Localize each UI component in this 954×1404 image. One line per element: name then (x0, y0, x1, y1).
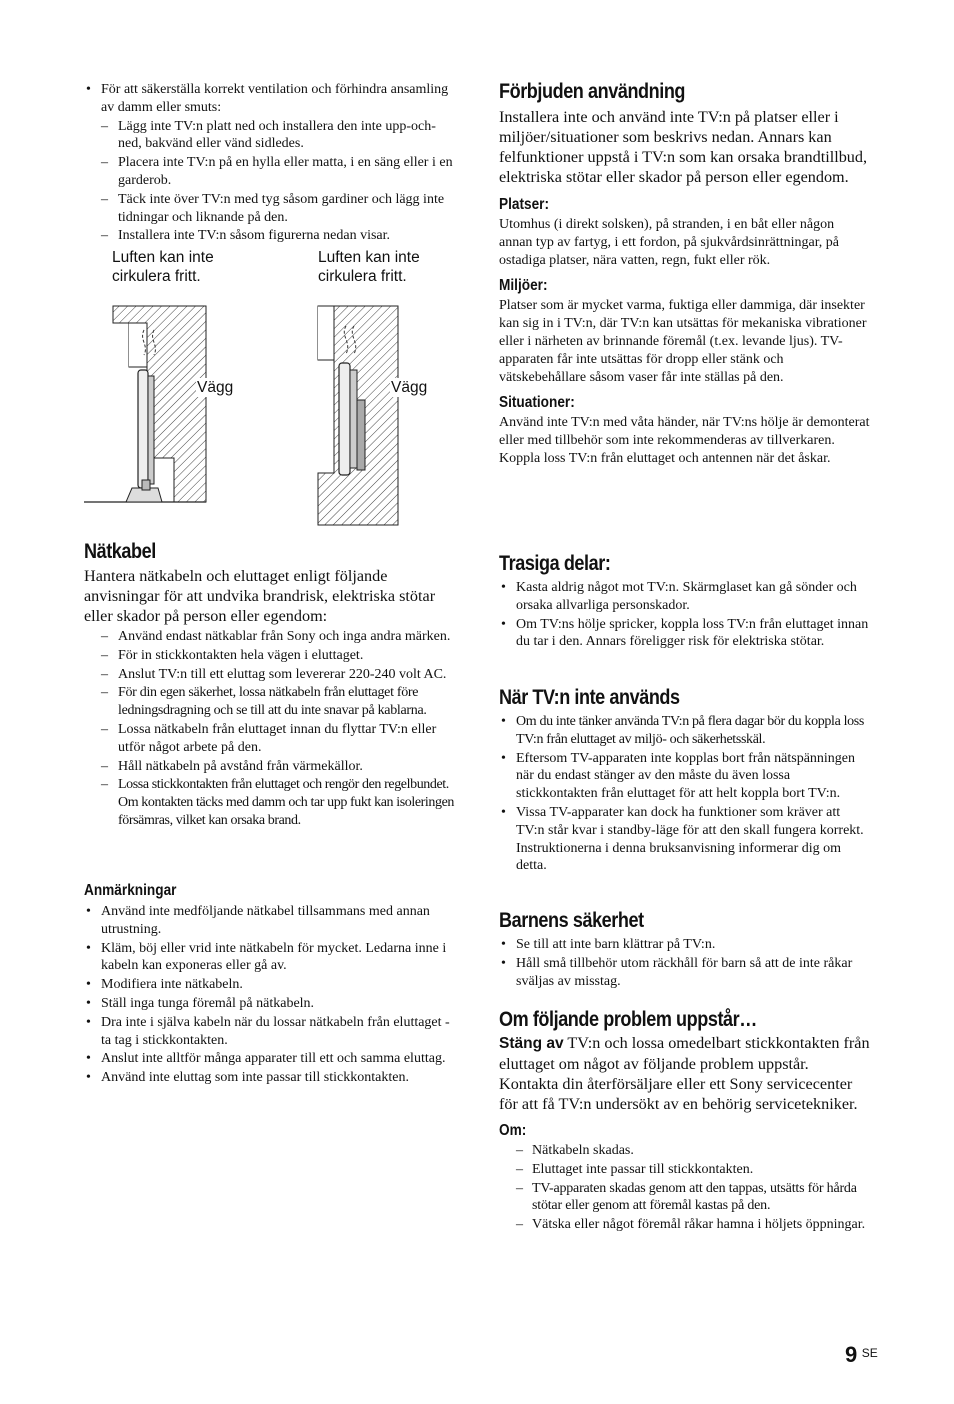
natkabel-dash-4: – För din egen säkerhet, lossa nätkabeln från eluttaget före ledningsdragning och se till att du inte snavar på kablarna. (84, 684, 456, 720)
problem-heading: Om följande problem uppstår… (499, 1008, 757, 1031)
problem-kontakta: Kontakta din återförsäljare eller ett Sony servicecenter för att få TV:n undersökt av en behörig servicetekniker. (499, 1075, 858, 1113)
natkabel-dash-5: – Lossa nätkabeln från eluttaget innan du flyttar TV:n eller utför något arbete på den. (84, 721, 456, 757)
om-heading: Om: (499, 1122, 527, 1139)
wall-label-1: Vägg (197, 379, 234, 396)
nar-tv-bullet-2: • Eftersom TV-apparaten inte kopplas bort från nätspänningen när du endast stänger av den måste du även lossa stickkontakten från eluttaget för att helt koppla bort TV:n. (499, 750, 871, 803)
trasiga-bullet-1: • Kasta aldrig något mot TV:n. Skärmglaset kan gå sönder och orsaka allvarliga personskador. (499, 579, 871, 615)
platser-text: Utomhus (i direkt solsken), på stranden, i en båt eller någon annan typ av fartyg, i ett fordon, på sjukvårdsinrättningar, på ostadiga platser, nära vatten, regn, fukt eller rök. (499, 217, 840, 268)
figure-wall-mount-scene (318, 306, 398, 525)
anmarkning-2: • Kläm, böj eller vrid inte nätkabeln för mycket. Ledarna inne i kabeln kan exponeras eller gå av. (84, 940, 456, 976)
barnens-heading: Barnens säkerhet (499, 909, 644, 932)
om-dash-3: – TV-apparaten skadas genom att den tappas, utsätts för hårda stötar eller genom att föremål kastas på den. (499, 1180, 871, 1216)
om-list (499, 1142, 871, 1234)
natkabel-section (84, 540, 456, 831)
anmarkning-5: • Dra inte i själva kabeln när du lossar nätkabeln från eluttaget - ta tag i stickkontakten. (84, 1014, 456, 1050)
problem-section (499, 1008, 871, 1235)
ventilation-block (84, 81, 456, 246)
nar-tv-heading: När TV:n inte används (499, 686, 680, 709)
figure-label-2: Luften kan inte cirkulera fritt. (318, 249, 420, 285)
forbjuden-intro: Installera inte och använd inte TV:n på platser eller i miljöer/situationer som beskrivs nedan. Annars kan felfunktioner uppstå i TV:n som kan orsaka brandtillbud, elektriska stötar eller skador på person eller egendom. (499, 108, 868, 186)
anmarkning-3: • Modifiera inte nätkabeln. (84, 976, 456, 994)
trasiga-bullet-2: • Om TV:ns hölje spricker, koppla loss TV:n från eluttaget innan du tar i den. Annars föreligger risk för elektriska stötar. (499, 616, 871, 652)
forbjuden-heading: Förbjuden användning (499, 80, 686, 103)
stang-av-label: Stäng av (499, 1035, 564, 1052)
ventilation-figure (84, 290, 464, 530)
miljoer-text: Platser som är mycket varma, fuktiga eller dammiga, där insekter kan sig in i TV:n, där TV:n kan utsättas för mekaniska vibrationer eller i närheten av brinnande föremål (t.ex. levande ljus). TV-apparaten får inte utsättas för dropp eller stänk och vätskebehållare såsom vaser får inte ställas på den. (499, 298, 867, 385)
ventilation-bullet: • För att säkerställa korrekt ventilation och förhindra ansamling av damm eller smuts: (84, 81, 456, 117)
ventilation-dash-1: – Lägg inte TV:n platt ned och installera den inte upp-och-ned, bakvänd eller vänd sidledes. (84, 118, 456, 154)
natkabel-list (84, 628, 456, 830)
forbjuden-section (499, 80, 871, 468)
ventilation-dash-2: – Placera inte TV:n på en hylla eller matta, i en säng eller i en garderob. (84, 154, 456, 190)
natkabel-dash-3: – Anslut TV:n till ett eluttag som levererar 220-240 volt AC. (84, 666, 456, 684)
situationer-heading: Situationer: (499, 394, 575, 412)
natkabel-dash-6: – Håll nätkabeln på avstånd från värmekällor. (84, 758, 456, 776)
natkabel-intro: Hantera nätkabeln och eluttaget enligt följande anvisningar för att undvika brandrisk, elektriska stötar eller skador på person eller egendom: (84, 567, 436, 625)
om-dash-2: – Eluttaget inte passar till stickkontakten. (499, 1161, 871, 1179)
anmarkning-7: • Använd inte eluttag som inte passar till stickkontakten. (84, 1069, 456, 1087)
stang-av-text: TV:n och lossa omedelbart stickkontakten från eluttaget om något av följande problem uppstår. (499, 1034, 870, 1073)
anmarkningar-heading: Anmärkningar (84, 882, 177, 899)
miljoer-heading: Miljöer: (499, 277, 548, 295)
anmarkning-4: • Ställ inga tunga föremål på nätkabeln. (84, 995, 456, 1013)
wall-label-2: Vägg (391, 379, 428, 396)
situationer-text: Använd inte TV:n med våta händer, när TV:ns hölje är demonterat eller med tillbehör som inte rekommenderas av tillverkaren. Koppla loss TV:n från eluttaget och antennen när det åskar. (499, 415, 870, 466)
natkabel-dash-7: – Lossa stickkontakten från eluttaget och rengör den regelbundet. Om kontakten täcks med damm och tar upp fukt kan isoleringen försämras, vilket kan orsaka brand. (84, 776, 456, 829)
trasiga-heading: Trasiga delar: (499, 552, 611, 575)
page-language: SE (861, 1346, 878, 1360)
figure-shelf-scene (84, 306, 206, 502)
nar-tv-list (499, 713, 871, 875)
figure-label-1: Luften kan inte cirkulera fritt. (112, 249, 214, 285)
barnens-section (499, 909, 871, 991)
om-dash-4: – Vätska eller något föremål råkar hamna i höljets öppningar. (499, 1216, 871, 1234)
trasiga-section (499, 552, 871, 652)
anmarkning-1: • Använd inte medföljande nätkabel tillsammans med annan utrustning. (84, 903, 456, 939)
natkabel-dash-1: – Använd endast nätkablar från Sony och inga andra märken. (84, 628, 456, 646)
barnens-bullet-2: • Håll små tillbehör utom räckhåll för barn så att de inte råkar sväljas av misstag. (499, 955, 871, 991)
nar-tv-section (499, 686, 871, 876)
barnens-bullet-1: • Se till att inte barn klättrar på TV:n. (499, 936, 871, 954)
page-footer (845, 1342, 878, 1368)
problem-intro (499, 1033, 871, 1074)
page-number: 9 (845, 1342, 858, 1367)
nar-tv-bullet-1: • Om du inte tänker använda TV:n på flera dagar bör du koppla loss TV:n från eluttaget av miljö- och säkerhetsskäl. (499, 713, 871, 749)
nar-tv-bullet-3: • Vissa TV-apparater kan dock ha funktioner som kräver att TV:n står kvar i standby-läge för att den skall fungera korrekt. Instruktionerna i denna bruksanvisning informerar dig om detta. (499, 804, 871, 875)
om-dash-1: – Nätkabeln skadas. (499, 1142, 871, 1160)
anmarkning-6: • Anslut inte alltför många apparater till ett och samma eluttag. (84, 1050, 456, 1068)
barnens-list (499, 936, 871, 990)
ventilation-dash-3: – Täck inte över TV:n med tyg såsom gardiner och lägg inte tidningar och liknande på den. (84, 191, 456, 227)
trasiga-list (499, 579, 871, 651)
ventilation-dash-4: – Installera inte TV:n såsom figurerna nedan visar. (84, 227, 456, 245)
natkabel-heading: Nätkabel (84, 540, 156, 563)
anmarkningar-list (84, 903, 456, 1087)
natkabel-dash-2: – För in stickkontakten hela vägen i eluttaget. (84, 647, 456, 665)
platser-heading: Platser: (499, 196, 550, 213)
anmarkningar-section (84, 882, 456, 1088)
